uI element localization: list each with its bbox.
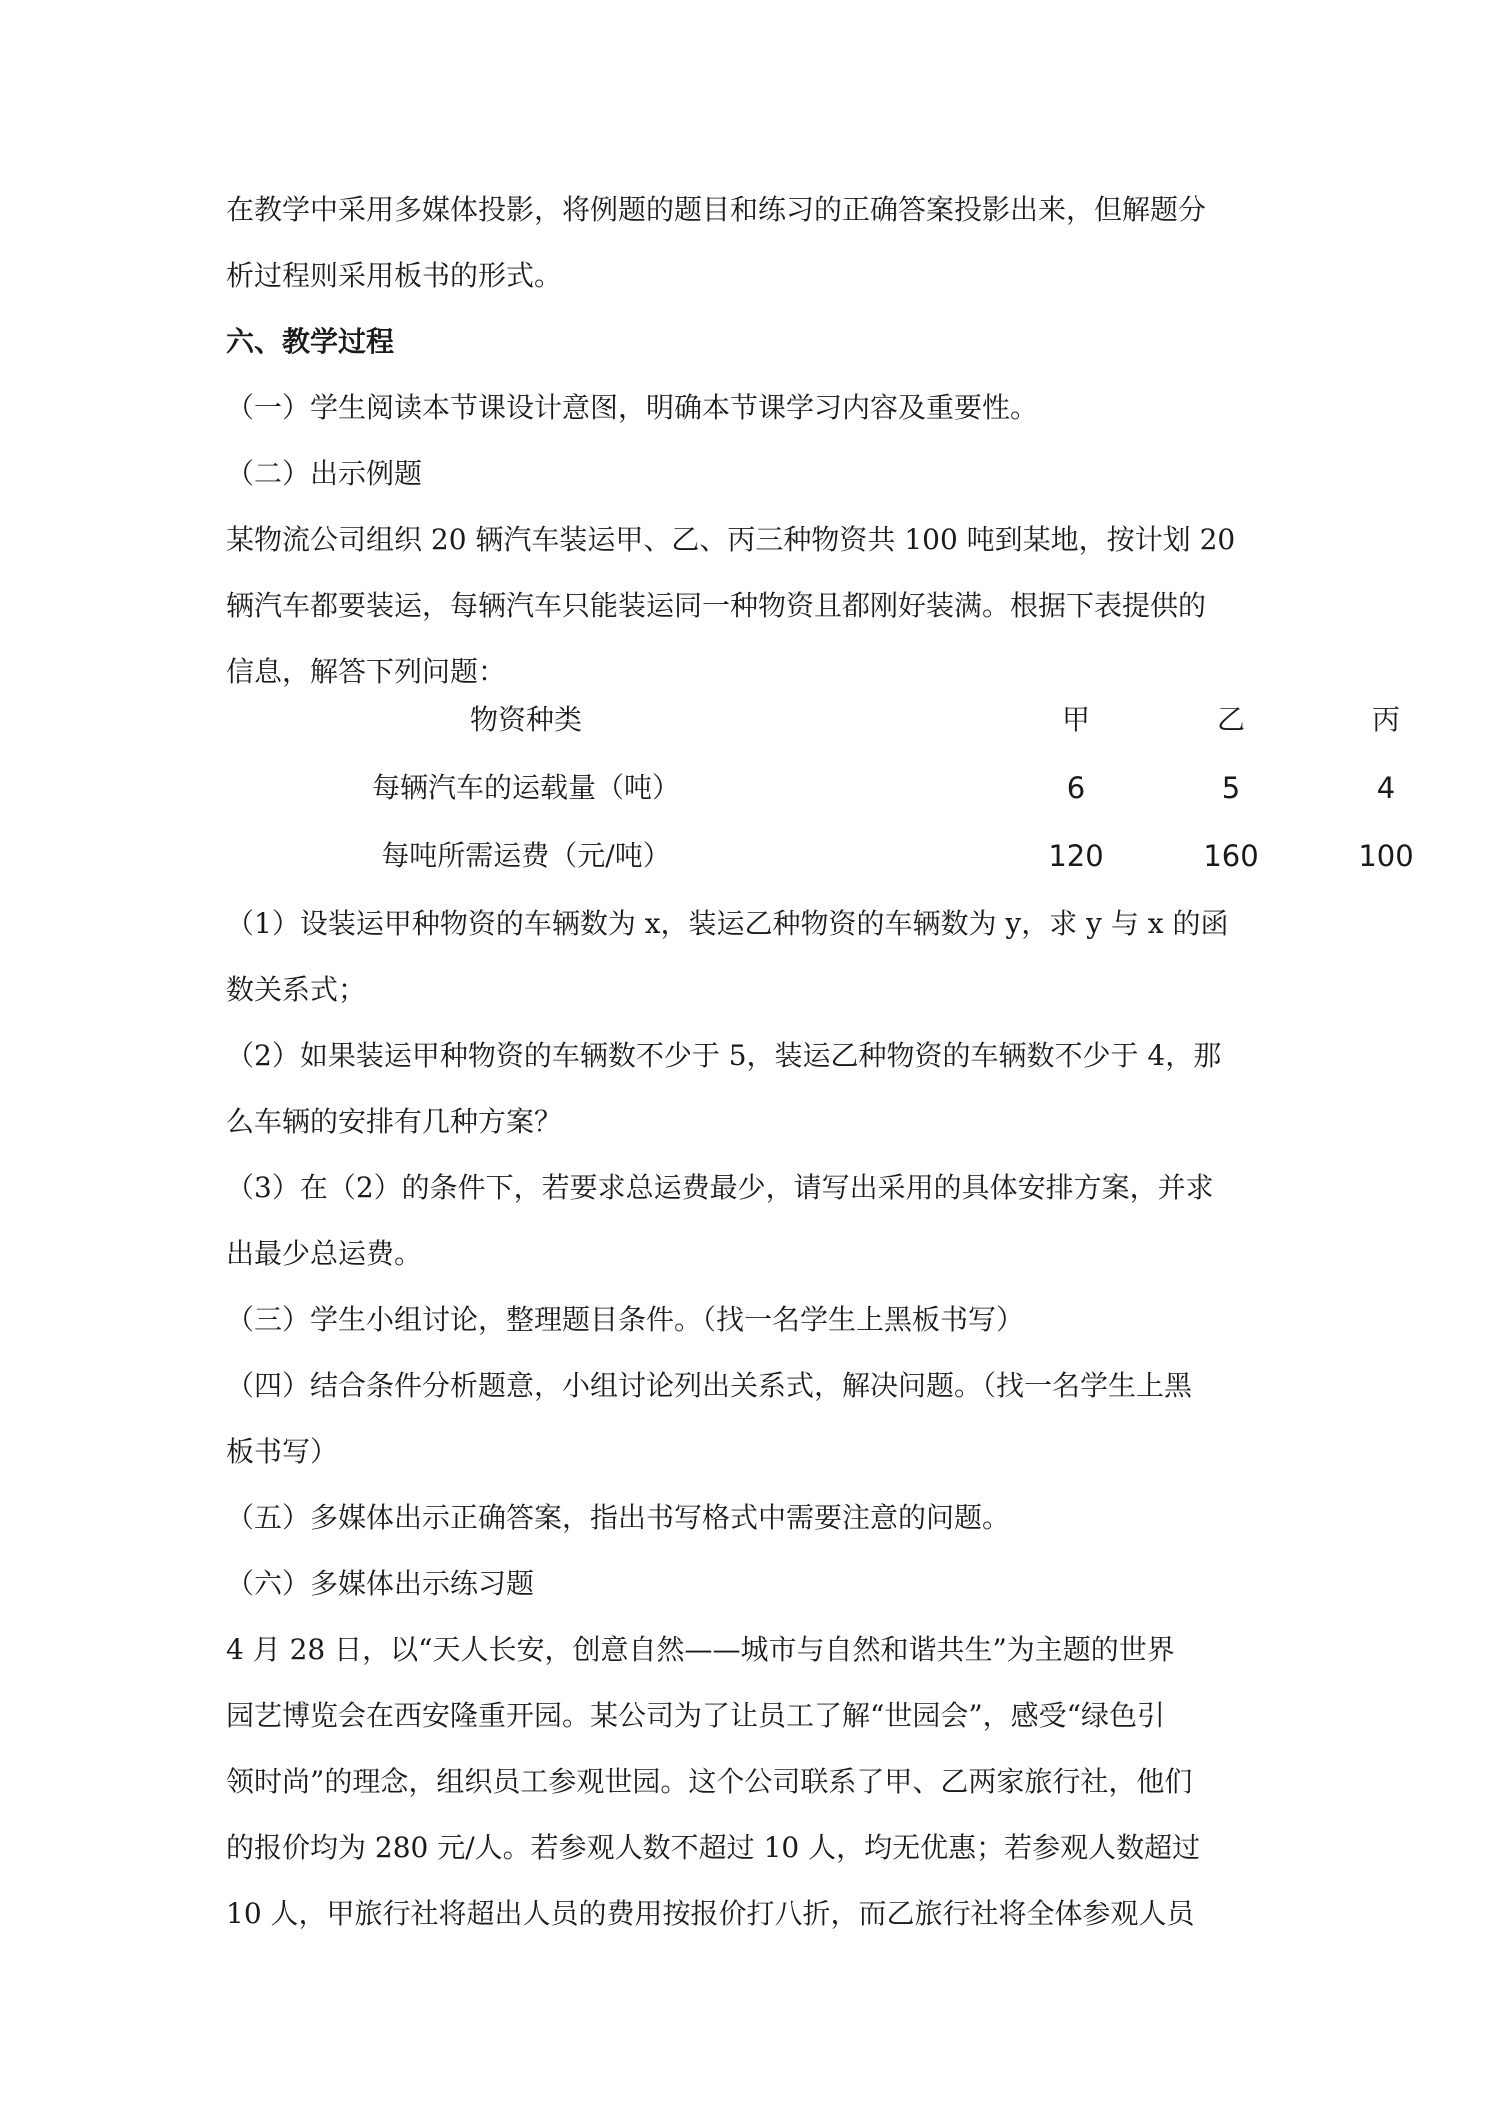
- intro-line-1: 在教学中采用多媒体投影，将例题的题目和练习的正确答案投影出来，但解题分: [226, 193, 1207, 226]
- table-row-label: 每辆汽车的运载量（吨）: [371, 771, 680, 804]
- question-1-line-1: （1）设装运甲种物资的车辆数为 x，装运乙种物资的车辆数为 y，求 y 与 x 的函: [226, 907, 1229, 940]
- table-row-label: 物资种类: [469, 703, 582, 736]
- table-cell: 120: [1048, 839, 1104, 873]
- table-row: [226, 700, 1400, 768]
- table-cell: 4: [1376, 771, 1396, 805]
- question-2-line-1: （2）如果装运甲种物资的车辆数不少于 5，装运乙种物资的车辆数不少于 4，那: [226, 1039, 1222, 1072]
- exercise-line-3: 领时尚”的理念，组织员工参观世园。这个公司联系了甲、乙两家旅行社，他们: [226, 1765, 1193, 1798]
- section-title: 六、教学过程: [226, 325, 395, 358]
- question-2-line-2: 么车辆的安排有几种方案？: [226, 1105, 563, 1138]
- exercise-line-1: 4 月 28 日，以“天人长安，创意自然——城市与自然和谐共生”为主题的世界: [226, 1633, 1175, 1666]
- intro-line-2: 析过程则采用板书的形式。: [226, 259, 563, 292]
- exercise-line-5: 10 人，甲旅行社将超出人员的费用按报价打八折，而乙旅行社将全体参观人员: [226, 1897, 1195, 1930]
- table-cell: 160: [1203, 839, 1259, 873]
- table-cell: 5: [1221, 771, 1241, 805]
- example-line-1: 某物流公司组织 20 辆汽车装运甲、乙、丙三种物资共 100 吨到某地，按计划 20: [226, 523, 1236, 556]
- example-line-2: 辆汽车都要装运，每辆汽车只能装运同一种物资且都刚好装满。根据下表提供的: [226, 589, 1207, 622]
- materials-table: [226, 700, 1414, 904]
- step-2: （二）出示例题: [226, 457, 423, 490]
- table-cell: 6: [1066, 771, 1086, 805]
- table-row: [226, 836, 1414, 904]
- step-5: （五）多媒体出示正确答案，指出书写格式中需要注意的问题。: [226, 1501, 1011, 1534]
- table-cell: 甲: [1061, 703, 1090, 736]
- exercise-line-4: 的报价均为 280 元/人。若参观人数不超过 10 人，均无优惠；若参观人数超过: [226, 1831, 1201, 1864]
- question-1-line-2: 数关系式；: [226, 973, 367, 1006]
- step-4-line-1: （四）结合条件分析题意，小组讨论列出关系式，解决问题。（找一名学生上黑: [226, 1369, 1193, 1402]
- step-3: （三）学生小组讨论，整理题目条件。（找一名学生上黑板书写）: [226, 1303, 1025, 1336]
- question-3-line-1: （3）在（2）的条件下，若要求总运费最少，请写出采用的具体安排方案，并求: [226, 1171, 1214, 1204]
- table-cell: 乙: [1216, 703, 1245, 736]
- table-cell: 100: [1358, 839, 1414, 873]
- question-3-line-2: 出最少总运费。: [226, 1237, 423, 1270]
- step-6: （六）多媒体出示练习题: [226, 1567, 535, 1600]
- exercise-line-2: 园艺博览会在西安隆重开园。某公司为了让员工了解“世园会”，感受“绿色引: [226, 1699, 1165, 1732]
- step-4-line-2: 板书写）: [226, 1435, 339, 1468]
- table-cell: 丙: [1371, 703, 1400, 736]
- step-1: （一）学生阅读本节课设计意图，明确本节课学习内容及重要性。: [226, 391, 1039, 424]
- table-row: [226, 768, 1396, 836]
- table-row-label: 每吨所需运费（元/吨）: [381, 839, 671, 872]
- example-line-3: 信息，解答下列问题：: [226, 655, 507, 688]
